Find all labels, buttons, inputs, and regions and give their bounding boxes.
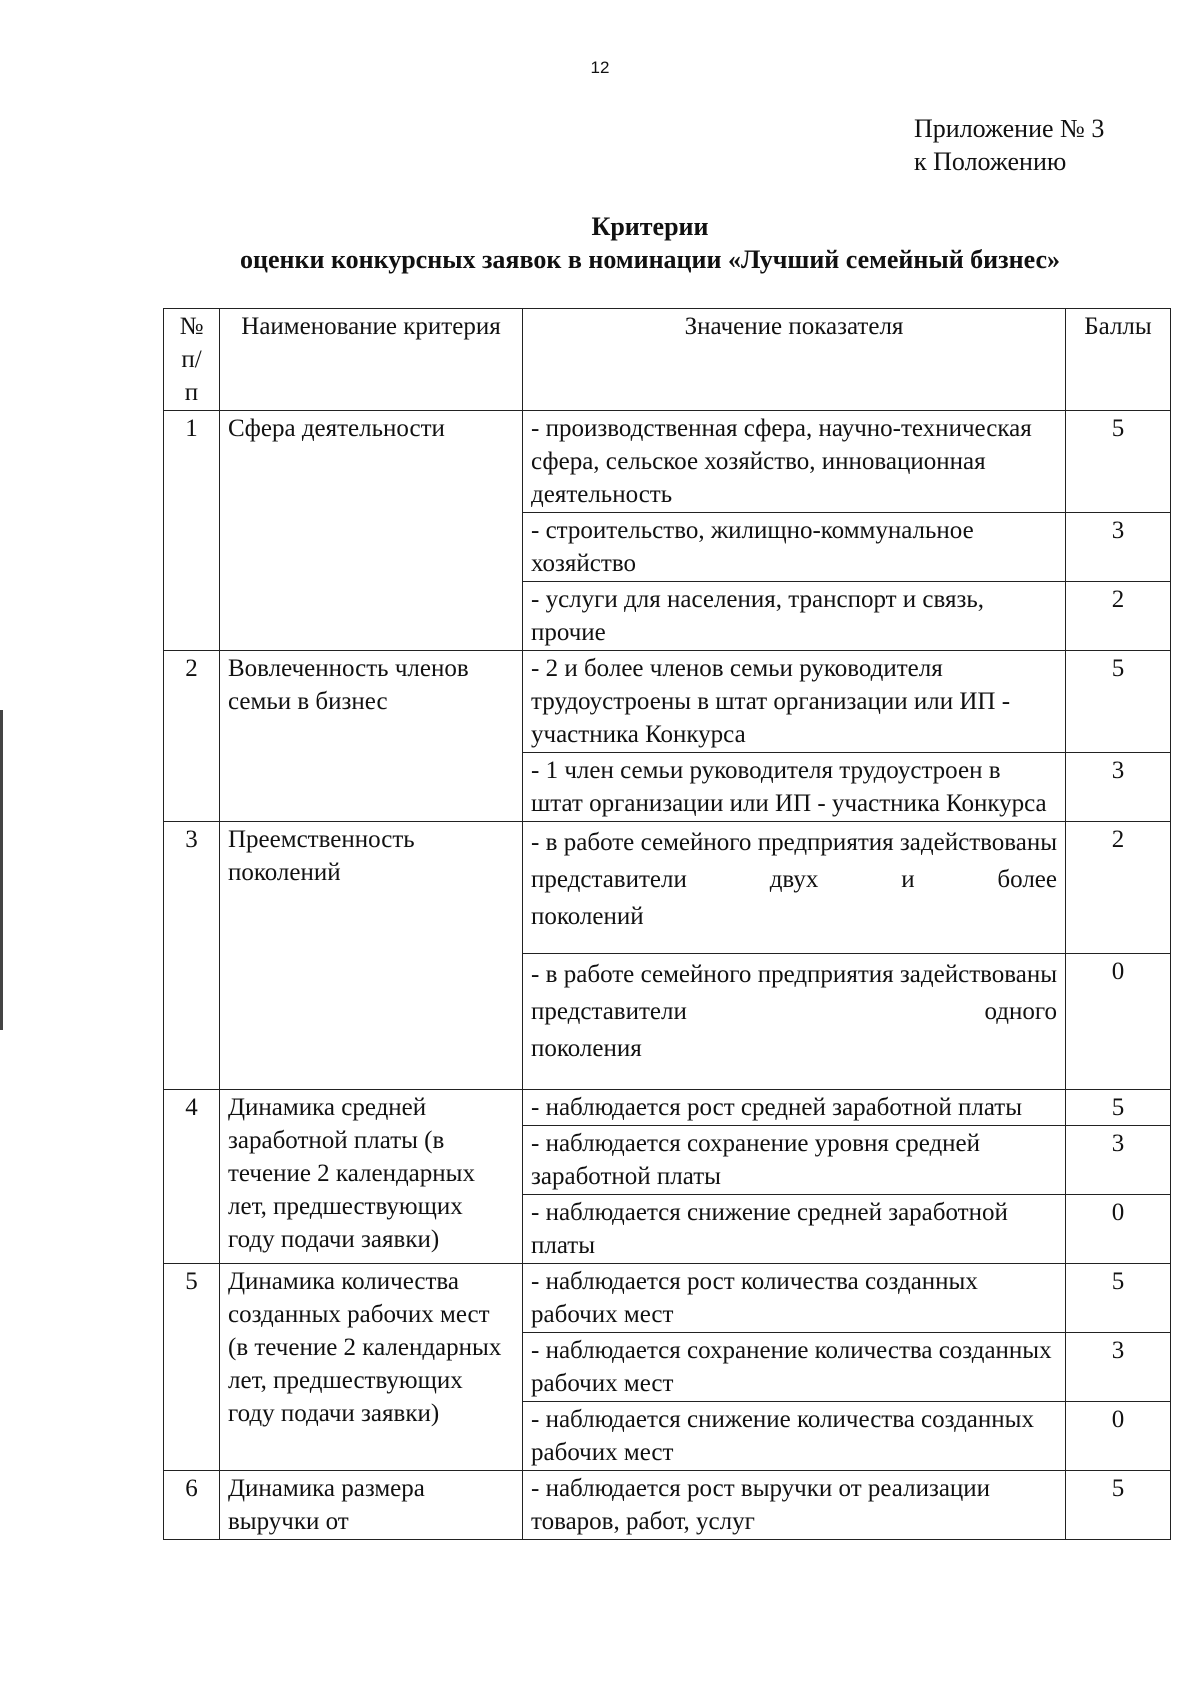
row-criterion: Динамика средней заработной платы (в течение 2 календарных лет, предшествующих году подачи заявки) xyxy=(220,1090,523,1264)
row-value: - наблюдается рост выручки от реализации товаров, работ, услуг xyxy=(523,1471,1066,1540)
row-value: - 1 член семьи руководителя трудоустроен в штат организации или ИП - участника Конкурса xyxy=(523,753,1066,822)
annex-line-1: Приложение № 3 xyxy=(914,114,1105,143)
row-criterion: Сфера деятельности xyxy=(220,411,523,651)
row-score: 5 xyxy=(1066,411,1171,513)
table-row xyxy=(164,1090,1171,1126)
table-row xyxy=(164,822,1171,954)
title-line-1: Критерии xyxy=(591,212,709,241)
row-value-last: поколений xyxy=(531,903,644,930)
table-row xyxy=(164,1471,1171,1540)
row-value-main: - в работе семейного предприятия задействованы представители двух и более xyxy=(531,829,1057,893)
row-value: - наблюдается рост количества созданных рабочих мест xyxy=(523,1264,1066,1333)
table-row xyxy=(164,1264,1171,1333)
row-value xyxy=(523,822,1066,954)
row-value-last: поколения xyxy=(531,1035,642,1062)
row-num: 2 xyxy=(164,651,220,822)
row-score: 5 xyxy=(1066,1471,1171,1540)
row-value: - услуги для населения, транспорт и связь, прочие xyxy=(523,582,1066,651)
title-line-2: оценки конкурсных заявок в номинации «Лучший семейный бизнес» xyxy=(240,245,1060,274)
row-score: 5 xyxy=(1066,651,1171,753)
row-criterion: Вовлеченность членов семьи в бизнес xyxy=(220,651,523,822)
row-value: - производственная сфера, научно-техническая сфера, сельское хозяйство, инновационная деятельность xyxy=(523,411,1066,513)
row-value: - наблюдается снижение количества созданных рабочих мест xyxy=(523,1402,1066,1471)
header-value: Значение показателя xyxy=(523,309,1066,411)
annex-line-2: к Положению xyxy=(914,147,1067,176)
table-row xyxy=(164,411,1171,513)
row-num: 3 xyxy=(164,822,220,1090)
row-score: 2 xyxy=(1066,582,1171,651)
row-score: 2 xyxy=(1066,822,1171,954)
row-score: 0 xyxy=(1066,1195,1171,1264)
row-value: - наблюдается сохранение количества созданных рабочих мест xyxy=(523,1333,1066,1402)
row-score: 0 xyxy=(1066,1402,1171,1471)
row-value: - наблюдается рост средней заработной платы xyxy=(523,1090,1066,1126)
row-value: - наблюдается снижение средней заработной платы xyxy=(523,1195,1066,1264)
row-value: - 2 и более членов семьи руководителя трудоустроены в штат организации или ИП - участника Конкурса xyxy=(523,651,1066,753)
row-score: 5 xyxy=(1066,1264,1171,1333)
row-score: 3 xyxy=(1066,753,1171,822)
row-value xyxy=(523,954,1066,1090)
row-score: 3 xyxy=(1066,513,1171,582)
page-number: 12 xyxy=(590,58,610,77)
table-header-row xyxy=(164,309,1171,411)
row-value: - наблюдается сохранение уровня средней заработной платы xyxy=(523,1126,1066,1195)
row-num: 6 xyxy=(164,1471,220,1540)
row-num: 5 xyxy=(164,1264,220,1471)
criteria-table xyxy=(163,308,1171,1540)
header-num: № п/ п xyxy=(164,309,220,411)
header-score: Баллы xyxy=(1066,309,1171,411)
row-score: 3 xyxy=(1066,1126,1171,1195)
row-value-main: - в работе семейного предприятия задействованы представители одного xyxy=(531,961,1057,1025)
row-score: 0 xyxy=(1066,954,1171,1090)
row-num: 1 xyxy=(164,411,220,651)
row-criterion: Динамика количества созданных рабочих мест (в течение 2 календарных лет, предшествующих году подачи заявки) xyxy=(220,1264,523,1471)
header-name: Наименование критерия xyxy=(220,309,523,411)
row-criterion: Динамика размера выручки от xyxy=(220,1471,523,1540)
scan-edge-mark xyxy=(0,710,3,1030)
row-num: 4 xyxy=(164,1090,220,1264)
row-criterion: Преемственность поколений xyxy=(220,822,523,1090)
document-title xyxy=(0,210,1200,276)
annex-reference xyxy=(914,112,1104,178)
table-row xyxy=(164,651,1171,753)
row-score: 5 xyxy=(1066,1090,1171,1126)
row-value: - строительство, жилищно-коммунальное хозяйство xyxy=(523,513,1066,582)
row-score: 3 xyxy=(1066,1333,1171,1402)
